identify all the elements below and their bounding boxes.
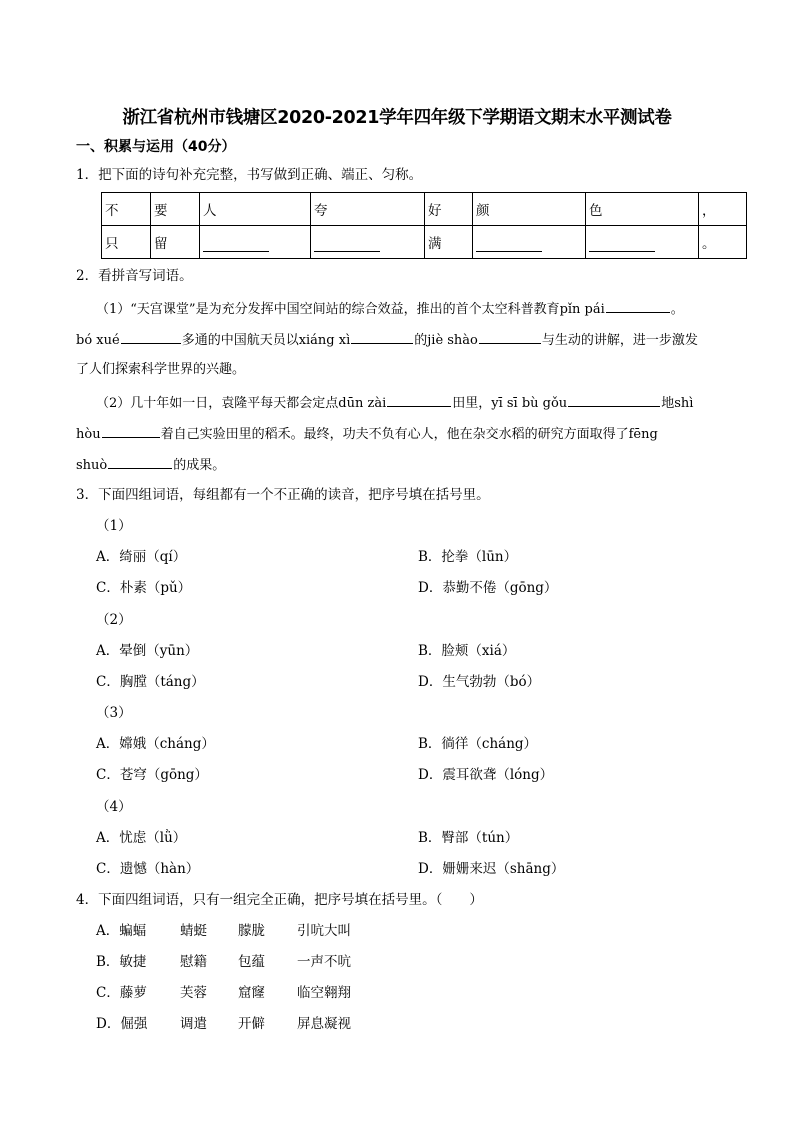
answer-blank[interactable] [606, 298, 670, 313]
q4-word: 开僻 [238, 1016, 265, 1032]
q3-prompt: 3．下面四组词语，每组都有一个不正确的读音，把序号填在括号里。 [76, 487, 490, 503]
answer-blank[interactable] [479, 329, 541, 344]
q3-option[interactable]: D．恭勤不倦（gōng） [418, 580, 558, 596]
q3-option[interactable]: B．抡拳（lūn） [418, 549, 518, 565]
q3-option[interactable]: C．遗憾（hàn） [96, 861, 200, 877]
poem-cell: 夸 [311, 193, 425, 226]
answer-blank[interactable] [314, 237, 380, 252]
q4-option-row[interactable] [96, 1014, 351, 1034]
q4-word: 蜻蜓 [180, 923, 207, 939]
q3-option[interactable]: D．生气勃勃（bó） [418, 674, 541, 690]
q3-option[interactable]: B．徜徉（cháng） [418, 736, 538, 752]
q3-option[interactable]: A．绮丽（qí） [96, 549, 187, 565]
poem-cell: 人 [200, 193, 311, 226]
q3-option[interactable]: A．忧虑（lǜ） [96, 830, 187, 846]
poem-cell: ， [699, 193, 747, 226]
q3-option[interactable]: D．姗姗来迟（shāng） [418, 861, 565, 877]
q3-option[interactable]: A．嫦娥（cháng） [96, 736, 215, 752]
page-title: 浙江省杭州市钱塘区2020-2021学年四年级下学期语文期末水平测试卷 [122, 108, 672, 128]
answer-blank[interactable] [476, 237, 542, 252]
answer-blank[interactable] [351, 329, 413, 344]
q2-paragraph-1-line-2: bó xué 多通的中国航天员以xiáng xì 的jiè shào 与生动的讲解，进一步激发 [76, 329, 698, 351]
q4-word: B．敏捷 [96, 954, 147, 970]
answer-blank[interactable] [102, 423, 160, 438]
q2-paragraph-1-line-1: （1）“天宫课堂”是为充分发挥中国空间站的综合效益，推出的首个太空科普教育pǐn pái 。 [96, 298, 684, 320]
q3-group-label: （3） [96, 705, 132, 721]
answer-blank[interactable] [203, 237, 269, 252]
q4-word: 调遣 [180, 1016, 207, 1032]
answer-blank[interactable] [387, 392, 451, 407]
q2-prompt: 2．看拼音写词语。 [76, 268, 193, 284]
q4-word: 包蕴 [238, 954, 265, 970]
q4-option-row[interactable] [96, 983, 351, 1003]
section-heading: 一、积累与运用（40分） [76, 139, 236, 155]
q4-word: 慰籍 [180, 954, 207, 970]
q4-word: 引吭大叫 [297, 923, 351, 939]
q4-word: 朦胧 [238, 923, 265, 939]
q4-word: 芙蓉 [180, 985, 207, 1001]
poem-cell: 颜 [473, 193, 586, 226]
answer-blank[interactable] [108, 454, 172, 469]
poem-cell: 只 [102, 226, 151, 259]
q4-word: C．藤萝 [96, 985, 147, 1001]
q3-group-label: （1） [96, 518, 132, 534]
q1-prompt: 1．把下面的诗句补充完整，书写做到正确、端正、匀称。 [76, 167, 423, 183]
poem-cell: 满 [425, 226, 473, 259]
q4-option-row[interactable] [96, 921, 351, 941]
q4-word: 屏息凝视 [297, 1016, 351, 1032]
q4-word: D．倔强 [96, 1016, 148, 1032]
poem-row-2 [102, 226, 747, 259]
q3-option[interactable]: A．晕倒（yūn） [96, 643, 199, 659]
poem-table [101, 192, 747, 259]
poem-blank-cell[interactable] [586, 226, 699, 259]
q3-option[interactable]: C．朴素（pǔ） [96, 580, 192, 596]
poem-cell: 不 [102, 193, 151, 226]
q4-word: 窟窿 [238, 985, 265, 1001]
poem-blank-cell[interactable] [311, 226, 425, 259]
poem-cell: 好 [425, 193, 473, 226]
answer-blank[interactable] [568, 392, 660, 407]
answer-blank[interactable] [589, 237, 655, 252]
poem-cell: 。 [699, 226, 747, 259]
q4-option-row[interactable] [96, 952, 351, 972]
poem-cell: 要 [151, 193, 200, 226]
q3-option[interactable]: C．苍穹（gōng） [96, 767, 208, 783]
q3-option[interactable]: C．胸膛（táng） [96, 674, 205, 690]
q2-paragraph-2-line-1: （2）几十年如一日，袁隆平每天都会定点dūn zài 田里，yī sī bù gǒu 地shì [96, 392, 693, 414]
q4-word: A．蝙蝠 [96, 923, 147, 939]
q3-option[interactable]: B．臀部（tún） [418, 830, 519, 846]
poem-cell: 色 [586, 193, 699, 226]
q4-word: 临空翱翔 [297, 985, 351, 1001]
q3-option[interactable]: B．脸颊（xiá） [418, 643, 516, 659]
q3-group-label: （4） [96, 799, 132, 815]
poem-cell: 留 [151, 226, 200, 259]
q2-paragraph-2-line-3: shuò 的成果。 [76, 454, 225, 476]
answer-blank[interactable] [121, 329, 181, 344]
q3-option[interactable]: D．震耳欲聋（lóng） [418, 767, 554, 783]
q2-paragraph-2-line-2: hòu 着自己实验田里的稻禾。最终，功夫不负有心人，他在杂交水稻的研究方面取得了fēng [76, 423, 658, 445]
q2-paragraph-1-line-3: 了人们探索科学世界的兴趣。 [76, 362, 246, 377]
poem-blank-cell[interactable] [473, 226, 586, 259]
poem-blank-cell[interactable] [200, 226, 311, 259]
poem-row-1 [102, 193, 747, 226]
q4-prompt: 4．下面四组词语，只有一组完全正确，把序号填在括号里。（ ） [76, 892, 483, 908]
q4-word: 一声不吭 [297, 954, 351, 970]
q3-group-label: （2） [96, 612, 132, 628]
